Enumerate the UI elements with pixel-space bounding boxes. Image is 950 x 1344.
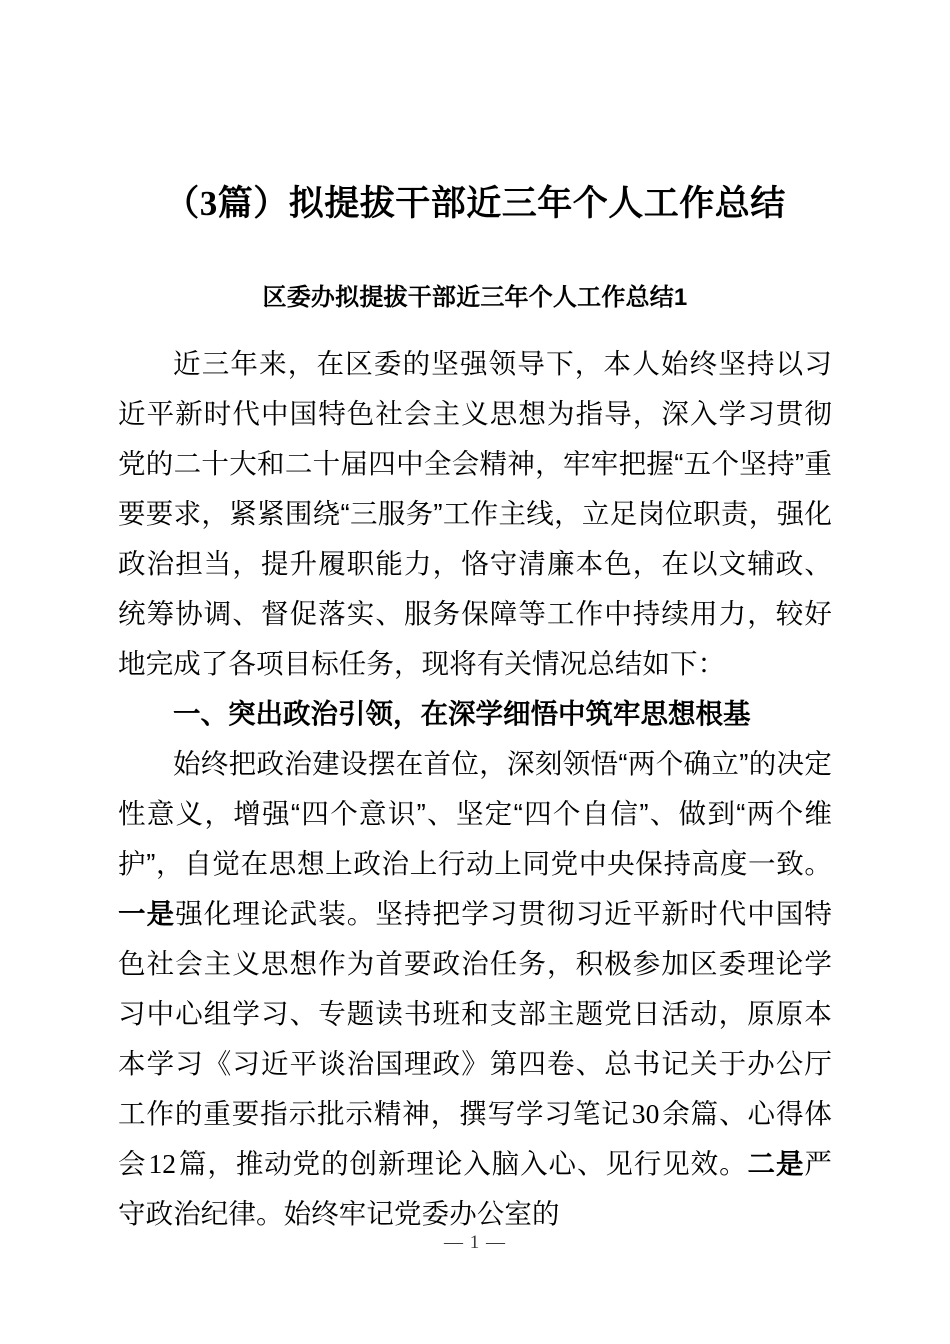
body-run-2: 强化理论武装。坚持把学习贯彻习近平新时代中国特色社会主义思想作为首要政治任务，积极参加区委理论学习中心组学习、专题读书班和支部主题党日活动，原原本本学习《习近平谈治国理政》第四卷、总书记关于办公厅工作的重要指示批示精神，撰写学习笔记: [118, 897, 832, 1129]
document-subtitle: 区委办拟提拔干部近三年个人工作总结1: [262, 283, 688, 311]
count-reflections: 12: [148, 1147, 177, 1179]
page-number-footer: — 1 —: [444, 1232, 506, 1253]
body-run-3: 余篇、心得体会: [118, 1097, 832, 1179]
inline-marker-second: 二是: [747, 1147, 805, 1179]
count-study-notes: 30: [631, 1097, 660, 1129]
paragraph-intro: 近三年来，在区委的坚强领导下，本人始终坚持以习近平新时代中国特色社会主义思想为指导，深入学习贯彻党的二十大和二十届四中全会精神，牢牢把握“五个坚持”重要要求，紧紧围绕“三服务”工作主线，立足岗位职责，强化政治担当，提升履职能力，恪守清廉本色，在以文辅政、统筹协调、督促落实、服务保障等工作中持续用力，较好地完成了各项目标任务，现将有关情况总结如下：: [118, 347, 832, 679]
body-run-5: 严守政治纪律。始终牢记党委办公室的: [118, 1147, 832, 1229]
body-run-1: 始终把政治建设摆在首位，深刻领悟“两个确立”的决定性意义，增强“四个意识”、坚定“四个自信”、做到“两个维护”，自觉在思想上政治上行动上同党中央保持高度一致。: [118, 747, 832, 879]
document-content: [118, 0, 832, 1239]
body-run-4: 篇，推动党的创新理论入脑入心、见行见效。: [178, 1147, 748, 1179]
page-title: （3篇）拟提拔干部近三年个人工作总结: [164, 184, 786, 223]
inline-marker-first: 一是: [118, 897, 176, 929]
section-heading-one: 一、突出政治引领，在深学细悟中筑牢思想根基: [173, 697, 751, 729]
paragraph-section-one-body: [118, 739, 832, 1239]
